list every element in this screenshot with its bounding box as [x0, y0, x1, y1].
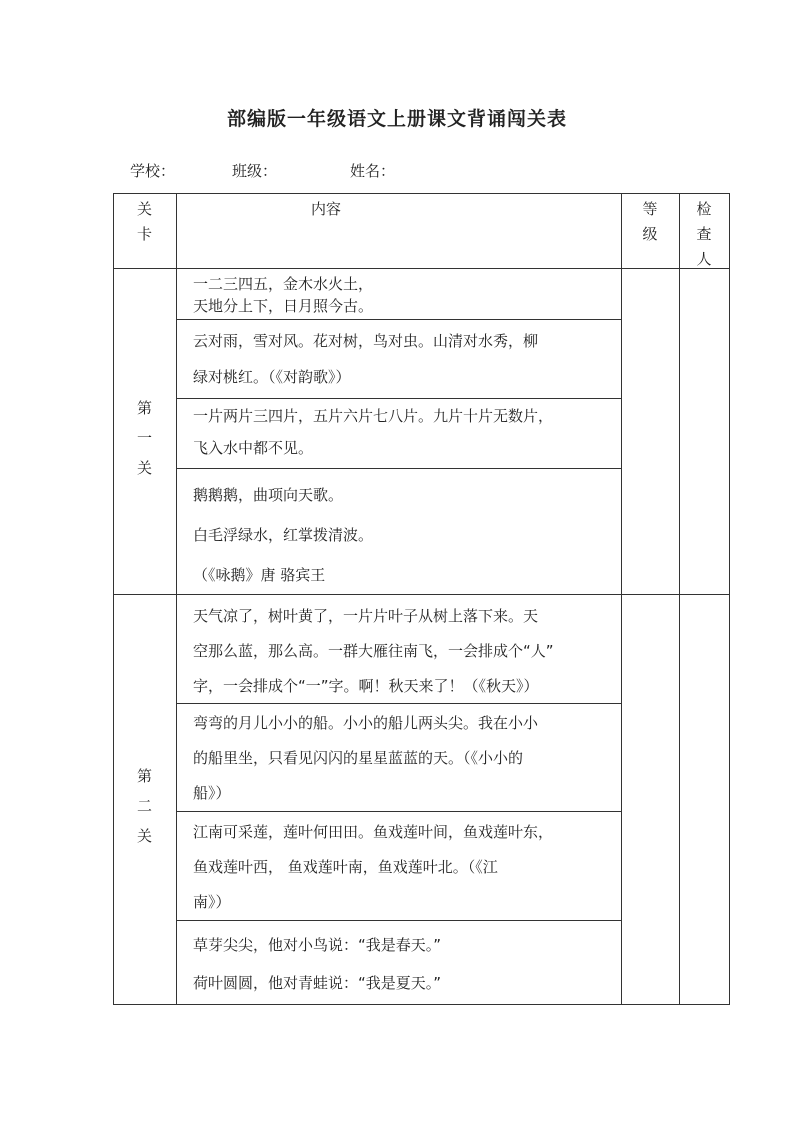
text-line: 一二三四五，金木水火土， [193, 275, 374, 293]
text-line: 飞入水中都不见。 [193, 439, 314, 457]
row-divider [176, 920, 621, 921]
text-line: 云对雨，雪对风。花对树，鸟对虫。山清对水秀，柳 [193, 332, 539, 350]
text-line: 荷叶圆圆，他对青蛙说：“我是夏天。” [193, 974, 442, 992]
school-label: 学校： [130, 162, 176, 180]
header-grade-char: 级 [642, 225, 658, 243]
header-checker-char: 人 [696, 250, 712, 268]
text-line: 南》） [193, 893, 231, 911]
stage-2-item-4 [193, 926, 621, 1002]
table-border-left [113, 193, 114, 1005]
row-divider [176, 811, 621, 812]
stage-2-label [113, 761, 176, 851]
text-line: 字，一会排成个“一”字。啊！秋天来了！（《秋天》） [193, 677, 539, 695]
header-grade-char: 等 [642, 200, 658, 218]
header-content: 内容 [310, 200, 341, 218]
stage-2-item-2 [193, 706, 621, 811]
text-line: 空那么蓝，那么高。一群大雁往南飞，一会排成个“人” [193, 642, 554, 660]
name-label: 姓名： [350, 162, 396, 180]
column-divider [679, 193, 680, 1005]
stage-1-item-1 [193, 273, 621, 317]
stage-label-char: 关 [136, 827, 152, 845]
row-divider [176, 398, 621, 399]
stage-1-item-4 [193, 475, 621, 595]
text-line: 白毛浮绿水，红掌拨清波。 [193, 526, 374, 544]
header-checker [679, 197, 729, 272]
table-border-bottom [113, 1004, 730, 1005]
text-line: 天气凉了，树叶黄了，一片片叶子从树上落下来。天 [193, 607, 539, 625]
recitation-table [113, 193, 729, 1004]
stage-label-char: 第 [136, 399, 152, 417]
table-border-right [729, 193, 730, 1005]
stage-2-item-3 [193, 815, 621, 920]
text-line: 草芽尖尖，他对小鸟说：“我是春天。” [193, 936, 442, 954]
text-line: 的船里坐，只看见闪闪的星星蓝蓝的天。（《小小的 [193, 749, 524, 767]
row-divider [176, 319, 621, 320]
text-line: 鹅鹅鹅，曲项向天歌。 [193, 486, 344, 504]
stage-1-label [113, 393, 176, 483]
text-line: 船》） [193, 784, 231, 802]
text-line: 绿对桃红。（《对韵歌》） [193, 368, 351, 386]
header-grade [621, 197, 679, 247]
stage-1-item-3 [193, 400, 621, 464]
class-label: 班级： [232, 162, 278, 180]
header-divider [113, 268, 730, 269]
header-stage-char: 关 [136, 200, 152, 218]
text-line: 一片两片三四片，五片六片七八片。九片十片无数片， [193, 407, 554, 425]
text-line: （《咏鹅》唐 骆宾王 [193, 566, 326, 584]
header-stage-char: 卡 [136, 225, 152, 243]
header-checker-char: 查 [696, 225, 712, 243]
stage-label-char: 二 [136, 797, 152, 815]
stage-label-char: 关 [136, 459, 152, 477]
header-checker-char: 检 [696, 200, 712, 218]
stage-1-item-2 [193, 323, 621, 395]
text-line: 江南可采莲，莲叶何田田。鱼戏莲叶间，鱼戏莲叶东， [193, 823, 554, 841]
column-divider [621, 193, 622, 1005]
stage-label-char: 第 [136, 767, 152, 785]
page-title: 部编版一年级语文上册课文背诵闯关表 [226, 108, 567, 130]
column-divider [176, 193, 177, 1005]
header-stage [113, 197, 176, 247]
text-line: 天地分上下，日月照今古。 [193, 297, 374, 315]
stage-2-item-1 [193, 599, 621, 704]
table-border-top [113, 193, 730, 194]
row-divider [176, 468, 621, 469]
text-line: 鱼戏莲叶西， 鱼戏莲叶南，鱼戏莲叶北。（《江 [193, 858, 498, 876]
stage-label-char: 一 [136, 429, 152, 447]
text-line: 弯弯的月儿小小的船。小小的船儿两头尖。我在小小 [193, 714, 539, 732]
